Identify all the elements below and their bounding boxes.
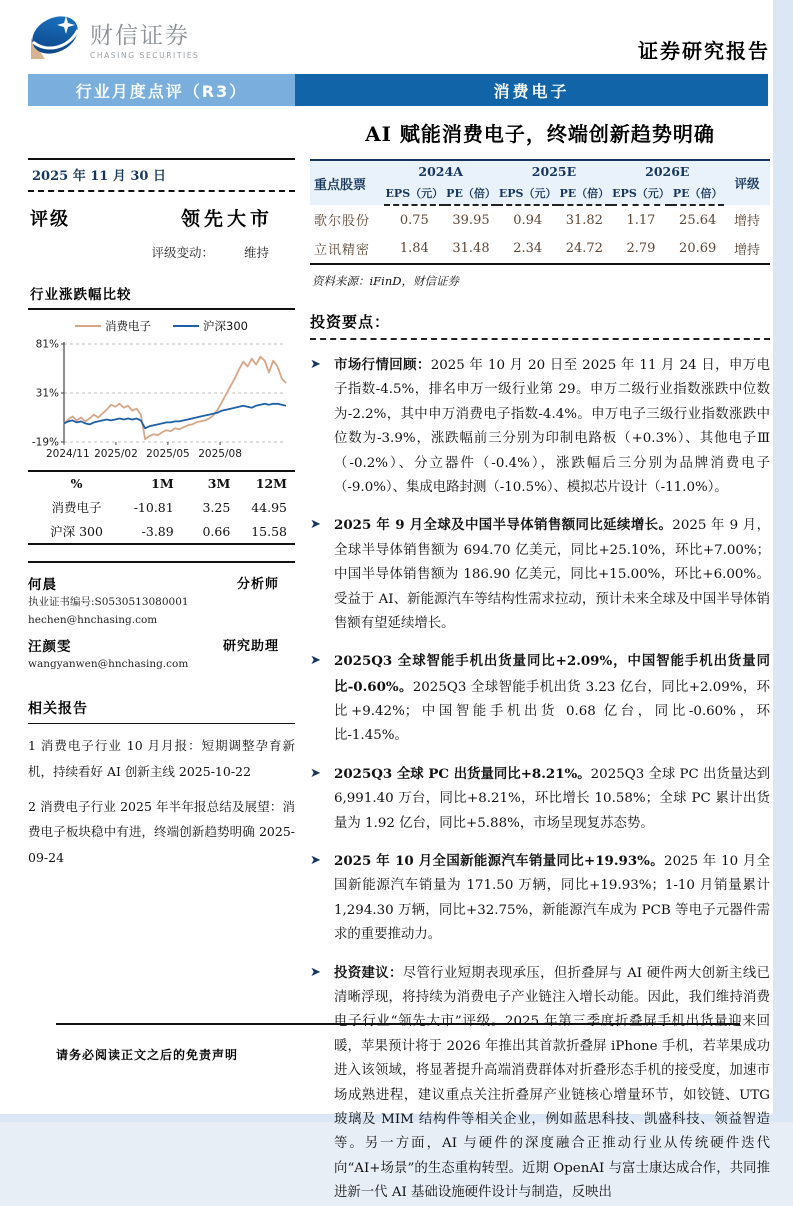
legend-item-hs300 <box>173 318 248 334</box>
bullet-arrow-icon: ➤ <box>310 517 321 533</box>
bullet-lead: 2025 年 9 月全球及中国半导体销售额同比延续增长。 <box>334 517 673 534</box>
stock-cell: 20.69 <box>679 241 717 256</box>
rating-value: 领先大市 <box>180 208 273 230</box>
svg-text:2024/11: 2024/11 <box>46 448 90 460</box>
consumer-line-swatch <box>75 325 101 328</box>
industry-badge: 消费电子 <box>295 74 768 106</box>
stock-cell: 39.95 <box>452 212 490 228</box>
source-note: 资料来源：iFinD，财信证券 <box>312 274 459 288</box>
highlights-list <box>310 353 770 1206</box>
sub-header: EPS（元） <box>384 182 445 205</box>
bullet-body: 2025Q3 全球 PC 出货量达到 6,991.40 万台，同比+8.21%，环比增长 10.58%；全球 PC 累计出货量为 1.92 亿台，同比+5.88%，市场呈现复苏态势。 <box>334 766 770 831</box>
stock-cell: 2.79 <box>626 241 656 256</box>
report-type-label: 证券研究报告 <box>638 39 770 63</box>
svg-text:31%: 31% <box>35 387 59 400</box>
list-item <box>310 353 770 500</box>
perf-cell: 44.95 <box>251 499 287 515</box>
stock-name[interactable]: 立讯精密 <box>314 243 371 258</box>
analyst-block <box>28 561 295 672</box>
legend-label-consumer: 消费电子 <box>105 319 152 333</box>
stock-cell: 1.84 <box>399 241 429 256</box>
related-reports-title: 相关报告 <box>28 698 295 724</box>
rating-change-row <box>28 231 295 261</box>
rating-row <box>28 192 295 231</box>
main-content <box>310 118 770 1206</box>
sub-header: EPS（元） <box>497 182 558 205</box>
list-item <box>310 762 770 836</box>
chasing-securities-logo-icon <box>28 10 82 66</box>
bullet-lead: 2025Q3 全球智能手机出货量同比+2.09%，中国智能手机出货量同比-0.60%。 <box>334 653 770 695</box>
perf-chart-svg <box>28 336 292 460</box>
sub-header: EPS（元） <box>611 182 672 205</box>
bullet-arrow-icon: ➤ <box>310 357 321 372</box>
rating-change-label: 评级变动： <box>151 245 214 260</box>
sub-header: PE（倍） <box>445 182 498 205</box>
perf-cell: -3.89 <box>141 523 174 539</box>
chart-legend <box>28 318 295 334</box>
page-edge-strip-right <box>773 0 793 1122</box>
assistant-role: 研究助理 <box>222 638 279 654</box>
table-row <box>28 495 295 519</box>
table-row <box>310 205 770 234</box>
performance-table <box>28 470 295 545</box>
bullet-arrow-icon: ➤ <box>310 765 321 781</box>
table-row <box>28 519 295 544</box>
bullet-lead: 投资建议： <box>334 964 403 981</box>
bullet-lead: 2025Q3 全球 PC 出货量同比+8.21%。 <box>334 765 591 782</box>
table-row <box>310 234 770 264</box>
brand-name: 财信证券 <box>90 22 190 49</box>
rating-label: 评级 <box>30 209 70 230</box>
bullet-arrow-icon: ➤ <box>310 964 321 980</box>
report-date: 2025 年 11 月 30 日 <box>28 158 295 192</box>
bullet-lead: 2025 年 10 月全国新能源汽车销量同比+19.93%。 <box>334 853 665 870</box>
year-header-2025: 2025E <box>531 164 577 179</box>
brand-subtitle: CHASING SECURITIES <box>90 50 200 60</box>
assistant-name: 汪颜雯 <box>28 638 72 655</box>
svg-text:-19%: -19% <box>31 436 59 449</box>
disclaimer-note: 请务必阅读正文之后的免责声明 <box>56 1048 239 1062</box>
perf-header-3m: 3M <box>207 476 231 491</box>
stock-rating: 增持 <box>733 243 760 258</box>
stock-cell: 1.17 <box>626 212 656 228</box>
sub-header: PE（倍） <box>558 182 611 205</box>
svg-text:81%: 81% <box>35 338 59 351</box>
stock-cell: 25.64 <box>679 212 717 228</box>
report-header <box>28 10 770 66</box>
stock-cell: 24.72 <box>565 241 603 256</box>
stock-cell: 31.48 <box>452 241 490 256</box>
chart-section-title: 行业涨跌幅比较 <box>28 283 295 310</box>
svg-text:2025/08: 2025/08 <box>198 448 242 460</box>
year-header-2024: 2024A <box>418 164 463 179</box>
key-stocks-table <box>310 159 770 265</box>
related-report-link[interactable]: 1 消费电子行业 10 月月报：短期调整孕育新机，持续看好 AI 创新主线 2025-10-22 <box>28 738 295 779</box>
stock-rating: 增持 <box>733 214 760 229</box>
bullet-lead: 市场行情回顾： <box>334 357 431 373</box>
report-category-badge: 行业月度点评（R3） <box>28 74 295 106</box>
svg-text:2025/02: 2025/02 <box>94 448 138 460</box>
page-title: AI 赋能消费电子，终端创新趋势明确 <box>365 122 715 146</box>
analyst-email[interactable]: hechen@hnchasing.com <box>28 613 158 626</box>
stocks-group-header: 重点股票 <box>314 177 367 193</box>
bullet-body: 2025 年 10 月 20 日至 2025 年 11 月 24 日，申万电子指数-4.5%，排名申万一级行业第 29。申万二级行业指数涨跌中位数为-2.2%，其中申万消费电子指数-4.4%。申万电子三级行业指数涨跌中位数为-3.9%，涨跌幅前三分别为印制电路板（+0.3%）、其他电子Ⅲ（-0.2%）、分立器件（-0.4%），涨跌幅后三分别为品牌消费电子（-9.0%）、集成电路封测（-10.5%）、模拟芯片设计（-11.0%）。 <box>334 358 771 495</box>
perf-cell: 0.66 <box>202 523 231 539</box>
stock-cell: 31.82 <box>565 212 603 228</box>
year-header-2026: 2026E <box>645 164 690 179</box>
legend-item-consumer <box>75 318 151 334</box>
analyst-name: 何晨 <box>28 577 57 593</box>
analyst-role: 分析师 <box>236 577 279 592</box>
rating-change-value: 维持 <box>243 245 269 260</box>
perf-header-1m: 1M <box>151 476 174 491</box>
brand-logo-block <box>28 10 200 66</box>
perf-cell: -10.81 <box>133 499 174 515</box>
stock-cell: 0.75 <box>399 212 429 228</box>
sidebar <box>28 158 295 870</box>
perf-header-pct: % <box>70 476 83 491</box>
related-report-link[interactable]: 2 消费电子行业 2025 年半年报总结及展望：消费电子板块稳中有进，终端创新趋势明确 2025-09-24 <box>28 798 295 865</box>
stock-cell: 0.94 <box>513 212 543 228</box>
stock-cell: 2.34 <box>513 241 543 256</box>
category-band <box>28 74 768 106</box>
perf-cell: 3.25 <box>202 499 231 515</box>
rating-col-header: 评级 <box>734 176 760 191</box>
stock-name[interactable]: 歌尔股份 <box>314 214 371 229</box>
perf-header-12m: 12M <box>255 476 287 491</box>
assistant-email[interactable]: wangyanwen@hnchasing.com <box>28 657 189 670</box>
performance-chart <box>28 318 295 464</box>
list-item <box>310 649 770 749</box>
hs300-line-swatch <box>173 325 199 328</box>
sub-header: PE（倍） <box>671 182 724 205</box>
list-item <box>310 513 770 636</box>
bullet-body: 2025 年 9 月，全球半导体销售额为 694.70 亿美元，同比+25.10%，环比+7.00%；中国半导体销售额为 186.90 亿美元，同比+15.00%，环比+6.00%。受益于 AI、新能源汽车等结构性需求拉动，预计未来全球及中国半导体销售额有望延续增长。 <box>334 518 770 631</box>
perf-row-name: 消费电子 <box>51 500 102 515</box>
svg-text:2025/05: 2025/05 <box>146 448 190 460</box>
footer-divider <box>56 1023 740 1025</box>
bullet-arrow-icon: ➤ <box>310 853 321 869</box>
list-item <box>310 961 770 1206</box>
analyst-cert: 执业证书编号:S0530513080001 <box>28 596 189 608</box>
list-item <box>310 849 770 948</box>
perf-row-name: 沪深 300 <box>50 524 103 539</box>
highlights-title: 投资要点： <box>310 311 770 340</box>
bullet-body: 2025Q3 全球智能手机出货 3.23 亿台，同比+2.09%，环比+9.42%；中国智能手机出货 0.68 亿台，同比-0.60%，环比-1.45%。 <box>334 679 770 744</box>
perf-cell: 15.58 <box>251 523 287 539</box>
legend-label-hs300: 沪深300 <box>203 319 248 333</box>
bullet-body: 2025 年 10 月全国新能源汽车销量为 171.50 万辆，同比+19.93%；1-10 月销量累计 1,294.30 万辆，同比+32.75%，新能源汽车成为 PCB 等电子元器件需求的重要推动力。 <box>334 854 770 943</box>
bullet-arrow-icon: ➤ <box>310 653 321 669</box>
bullet-body: 尽管行业短期表现承压，但折叠屏与 AI 硬件两大创新主线已清晰浮现，将持续为消费电子产业链注入增长动能。因此，我们维持消费电子行业“领先大市”评级。2025 年第三季度折叠屏手机出货量迎来回暖，苹果预计将于 2026 年推出其首款折叠屏 iPhone 手机，若苹果成功进入该领域，将显著提升高端消费群体对折叠形态手机的接受度，加速市场成熟进程，建议重点关注折叠屏产业链核心增量环节，如铰链、UTG 玻璃及 MIM 结构件等相关企业，例如蓝思科技、凯盛科技、领益智造等。另一方面，AI 与硬件的深度融合正推动行业从传统硬件迭代向“AI+场景”的生态重构转型。近期 OpenAI 与富士康达成合作，共同推进新一代 AI 基础设施硬件设计与制造，反映出 <box>334 965 770 1201</box>
